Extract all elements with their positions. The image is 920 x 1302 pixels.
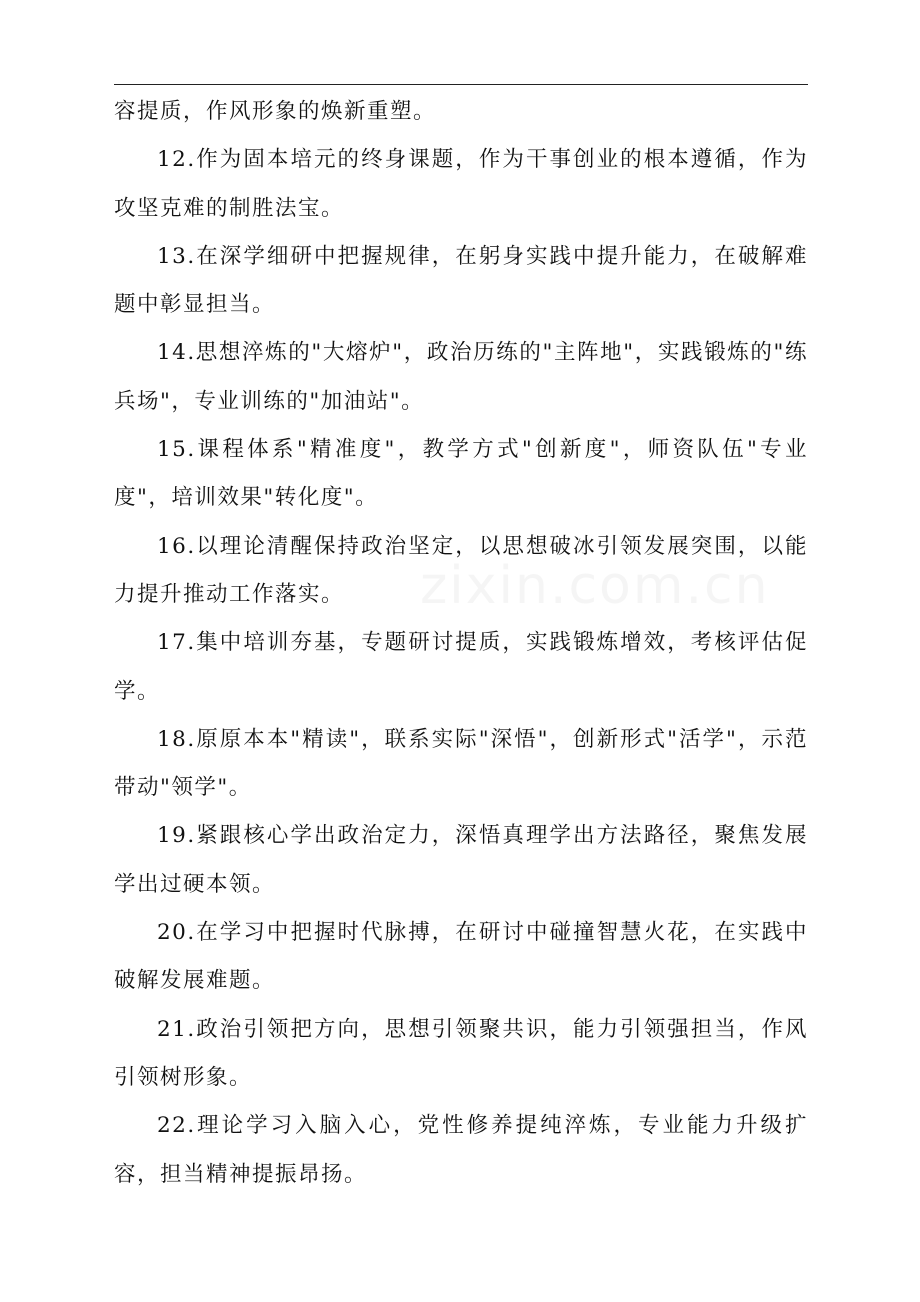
paragraph-17: 17.集中培训夯基，专题研讨提质，实践锻炼增效，考核评估促学。 (114, 630, 808, 704)
paragraph-13: 13.在深学细研中把握规律，在躬身实践中提升能力，在破解难题中彰显担当。 (114, 243, 808, 318)
paragraph-16: 16.以理论清醒保持政治坚定，以思想破冰引领发展突围，以能力提升推动工作落实。 (114, 533, 808, 607)
document-body (114, 88, 808, 1199)
paragraph-14: 14.思想淬炼的"大熔炉"，政治历练的"主阵地"，实践锻炼的"练兵场"，专业训练的"加油站"。 (114, 340, 808, 414)
paragraph-21: 21.政治引领把方向，思想引领聚共识，能力引领强担当，作风引领树形象。 (114, 1016, 808, 1090)
header-rule (114, 84, 808, 85)
paragraph-18: 18.原原本本"精读"，联系实际"深悟"，创新形式"活学"，示范带动"领学"。 (114, 726, 808, 801)
paragraph-15: 15.课程体系"精准度"，教学方式"创新度"，师资队伍"专业度"，培训效果"转化度"。 (114, 437, 808, 511)
watermark: zixin.com.cn (420, 556, 770, 616)
paragraph-12: 12.作为固本培元的终身课题，作为干事创业的根本遵循，作为攻坚克难的制胜法宝。 (114, 147, 808, 221)
paragraph-22: 22.理论学习入脑入心，党性修养提纯淬炼，专业能力升级扩容，担当精神提振昂扬。 (114, 1113, 808, 1187)
paragraph-20: 20.在学习中把握时代脉搏，在研讨中碰撞智慧火花，在实践中破解发展难题。 (114, 920, 808, 994)
paragraph-continuation: 容提质，作风形象的焕新重塑。 (114, 99, 437, 124)
paragraph-19: 19.紧跟核心学出政治定力，深悟真理学出方法路径，聚焦发展学出过硬本领。 (114, 823, 808, 897)
